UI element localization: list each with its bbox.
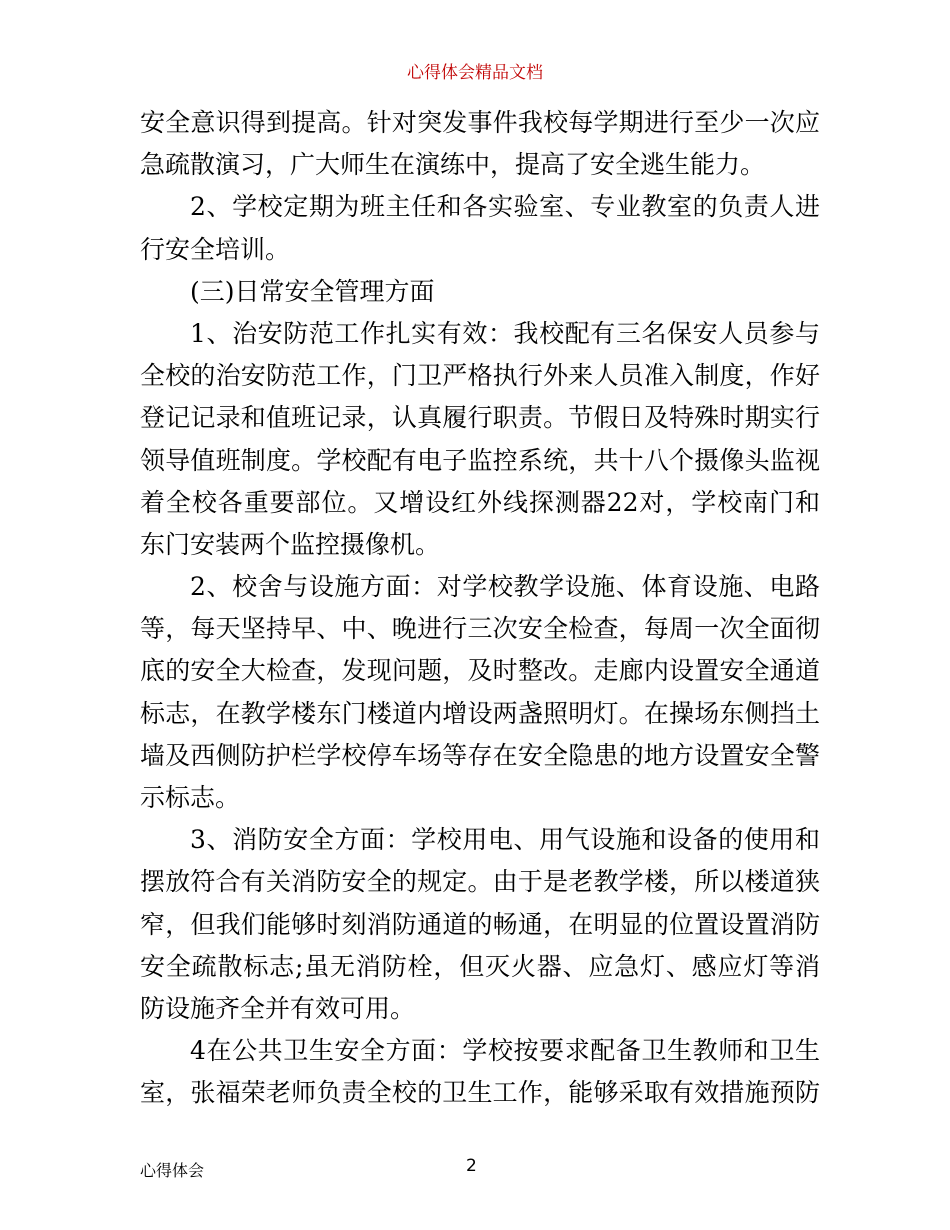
text-line: 安全意识得到提高。针对突发事件我校每学期进行至少一次应: [140, 108, 820, 137]
section-heading: (三)日常安全管理方面: [190, 276, 435, 306]
text-line: 领导值班制度。学校配有电子监控系统，共十八个摄像头监视: [140, 445, 820, 475]
text-line: 急疏散演习，广大师生在演练中，提高了安全逃生能力。: [140, 150, 766, 180]
text-line: 着全校各重要部位。又增设红外线探测器22对，学校南门和: [140, 487, 820, 517]
page-number: 2: [466, 1156, 477, 1176]
text-line: 1、治安防范工作扎实有效：我校配有三名保安人员参与: [190, 318, 820, 348]
text-line: 防设施齐全并有效可用。: [140, 993, 416, 1023]
document-body: [140, 102, 820, 1115]
text-line: 摆放符合有关消防安全的规定。由于是老教学楼，所以楼道狭: [140, 867, 820, 897]
text-line: 等，每天坚持早、中、晚进行三次安全检查，每周一次全面彻: [140, 614, 820, 644]
text-line: 3、消防安全方面：学校用电、用气设施和设备的使用和: [190, 825, 820, 855]
text-line: 东门安装两个监控摄像机。: [140, 529, 441, 559]
text-line: 全校的治安防范工作，门卫严格执行外来人员准入制度，作好: [140, 361, 820, 391]
text-line: 标志，在教学楼东门楼道内增设两盏照明灯。在操场东侧挡土: [140, 698, 820, 728]
text-line: 安全疏散标志;虽无消防栓，但灭火器、应急灯、感应灯等消: [140, 951, 820, 981]
text-line: 登记记录和值班记录，认真履行职责。节假日及特殊时期实行: [140, 403, 820, 433]
text-line: 4在公共卫生安全方面：学校按要求配备卫生教师和卫生: [190, 1036, 820, 1066]
text-line: 底的安全大检查，发现问题，及时整改。走廊内设置安全通道: [140, 656, 820, 686]
text-line: 行安全培训。: [140, 234, 291, 264]
text-line: 窄，但我们能够时刻消防通道的畅通，在明显的位置设置消防: [140, 909, 820, 939]
text-line: 室，张福荣老师负责全校的卫生工作，能够采取有效措施预防: [140, 1078, 820, 1108]
page-header-title: 心得体会精品文档: [407, 63, 543, 83]
text-line: 2、校舍与设施方面：对学校教学设施、体育设施、电路: [190, 572, 820, 602]
footer-label: 心得体会: [140, 1161, 205, 1180]
text-line: 2、学校定期为班主任和各实验室、专业教室的负责人进: [190, 192, 820, 222]
text-line: 示标志。: [140, 783, 241, 812]
text-line: 墙及西侧防护栏学校停车场等存在安全隐患的地方设置安全警: [140, 740, 820, 770]
